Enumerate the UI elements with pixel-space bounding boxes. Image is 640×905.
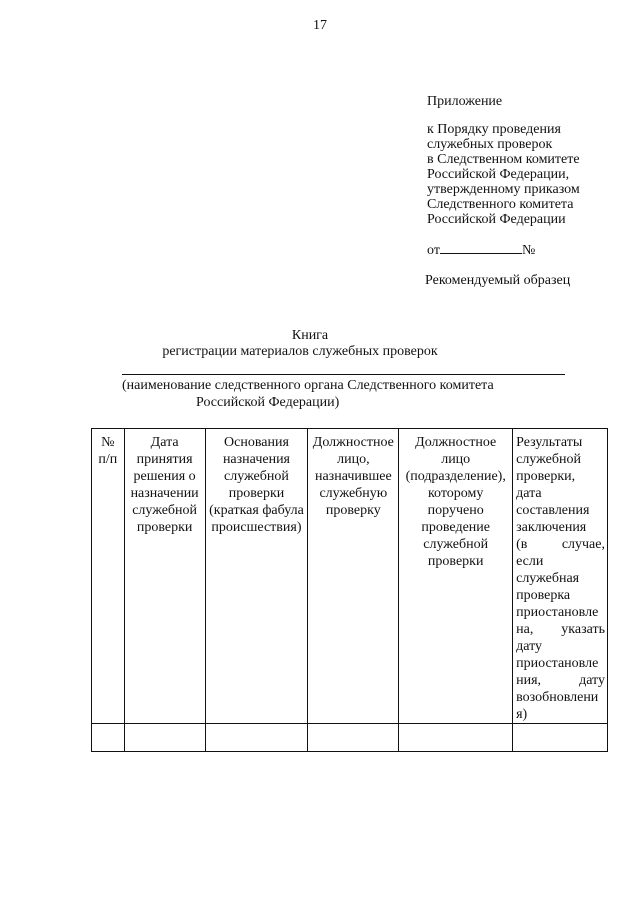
appendix-line: утвержденному приказом xyxy=(427,182,580,197)
results-line: приостановле xyxy=(516,605,599,620)
table-cell xyxy=(124,724,205,752)
header-cell-appointing-official: Должностное лицо, назначившее служебную проверку xyxy=(308,429,399,724)
header-cell-decision-date: Дата принятия решения о назначении служебной проверки xyxy=(124,429,205,724)
page-number: 17 xyxy=(313,18,327,33)
results-line: если xyxy=(516,554,544,569)
appendix-line: Российской Федерации, xyxy=(427,167,570,182)
results-line: на, указать xyxy=(516,622,605,637)
appendix-line: к Порядку проведения xyxy=(427,122,561,137)
appendix-line: служебных проверок xyxy=(427,137,553,152)
number-label: № xyxy=(521,243,536,258)
results-line: приостановле xyxy=(516,656,599,671)
header-cell-number: № п/п xyxy=(92,429,125,724)
header-cell-results xyxy=(513,429,608,724)
results-line: возобновлени xyxy=(516,690,599,705)
appendix-block xyxy=(427,94,580,258)
appendix-line: в Следственном комитете xyxy=(427,152,580,167)
results-line: дату xyxy=(516,639,543,654)
header-cell-assigned-official: Должностное лицо (подразделение), которому поручено проведение служебной проверки xyxy=(399,429,513,724)
results-line: ния, дату xyxy=(516,673,605,688)
results-line: служебной xyxy=(516,452,581,467)
order-date-line xyxy=(427,243,580,258)
table-cell xyxy=(513,724,608,752)
results-line: составления xyxy=(516,503,590,518)
results-line: Результаты xyxy=(516,435,583,450)
header-row xyxy=(92,429,608,724)
appendix-line: Следственного комитета xyxy=(427,197,574,212)
table-cell xyxy=(399,724,513,752)
table-cell xyxy=(308,724,399,752)
results-line: заключения xyxy=(516,520,587,535)
appendix-line: Российской Федерации xyxy=(427,212,566,227)
date-blank xyxy=(440,253,522,254)
sample-label: Рекомендуемый образец xyxy=(425,273,571,288)
results-line: дата xyxy=(516,486,542,501)
organ-caption-line: Российской Федерации) xyxy=(196,395,340,410)
results-line: проверки, xyxy=(516,469,576,484)
organ-caption-line: (наименование следственного органа Следственного комитета xyxy=(122,378,494,393)
header-cell-grounds: Основания назначения служебной проверки (краткая фабула происшествия) xyxy=(205,429,308,724)
results-line: я) xyxy=(516,707,528,722)
table-row xyxy=(92,724,608,752)
table-cell xyxy=(92,724,125,752)
register-table xyxy=(91,428,608,752)
results-line: (в случае, xyxy=(516,537,605,552)
appendix-title: Приложение xyxy=(427,94,503,109)
book-subtitle: регистрации материалов служебных проверок xyxy=(162,344,438,359)
results-line: служебная xyxy=(516,571,580,586)
book-title: Книга xyxy=(291,328,329,343)
results-line: проверка xyxy=(516,588,571,603)
date-label: от xyxy=(427,243,440,258)
organ-name-rule xyxy=(122,374,565,375)
table-cell xyxy=(205,724,308,752)
organ-caption xyxy=(122,377,542,411)
